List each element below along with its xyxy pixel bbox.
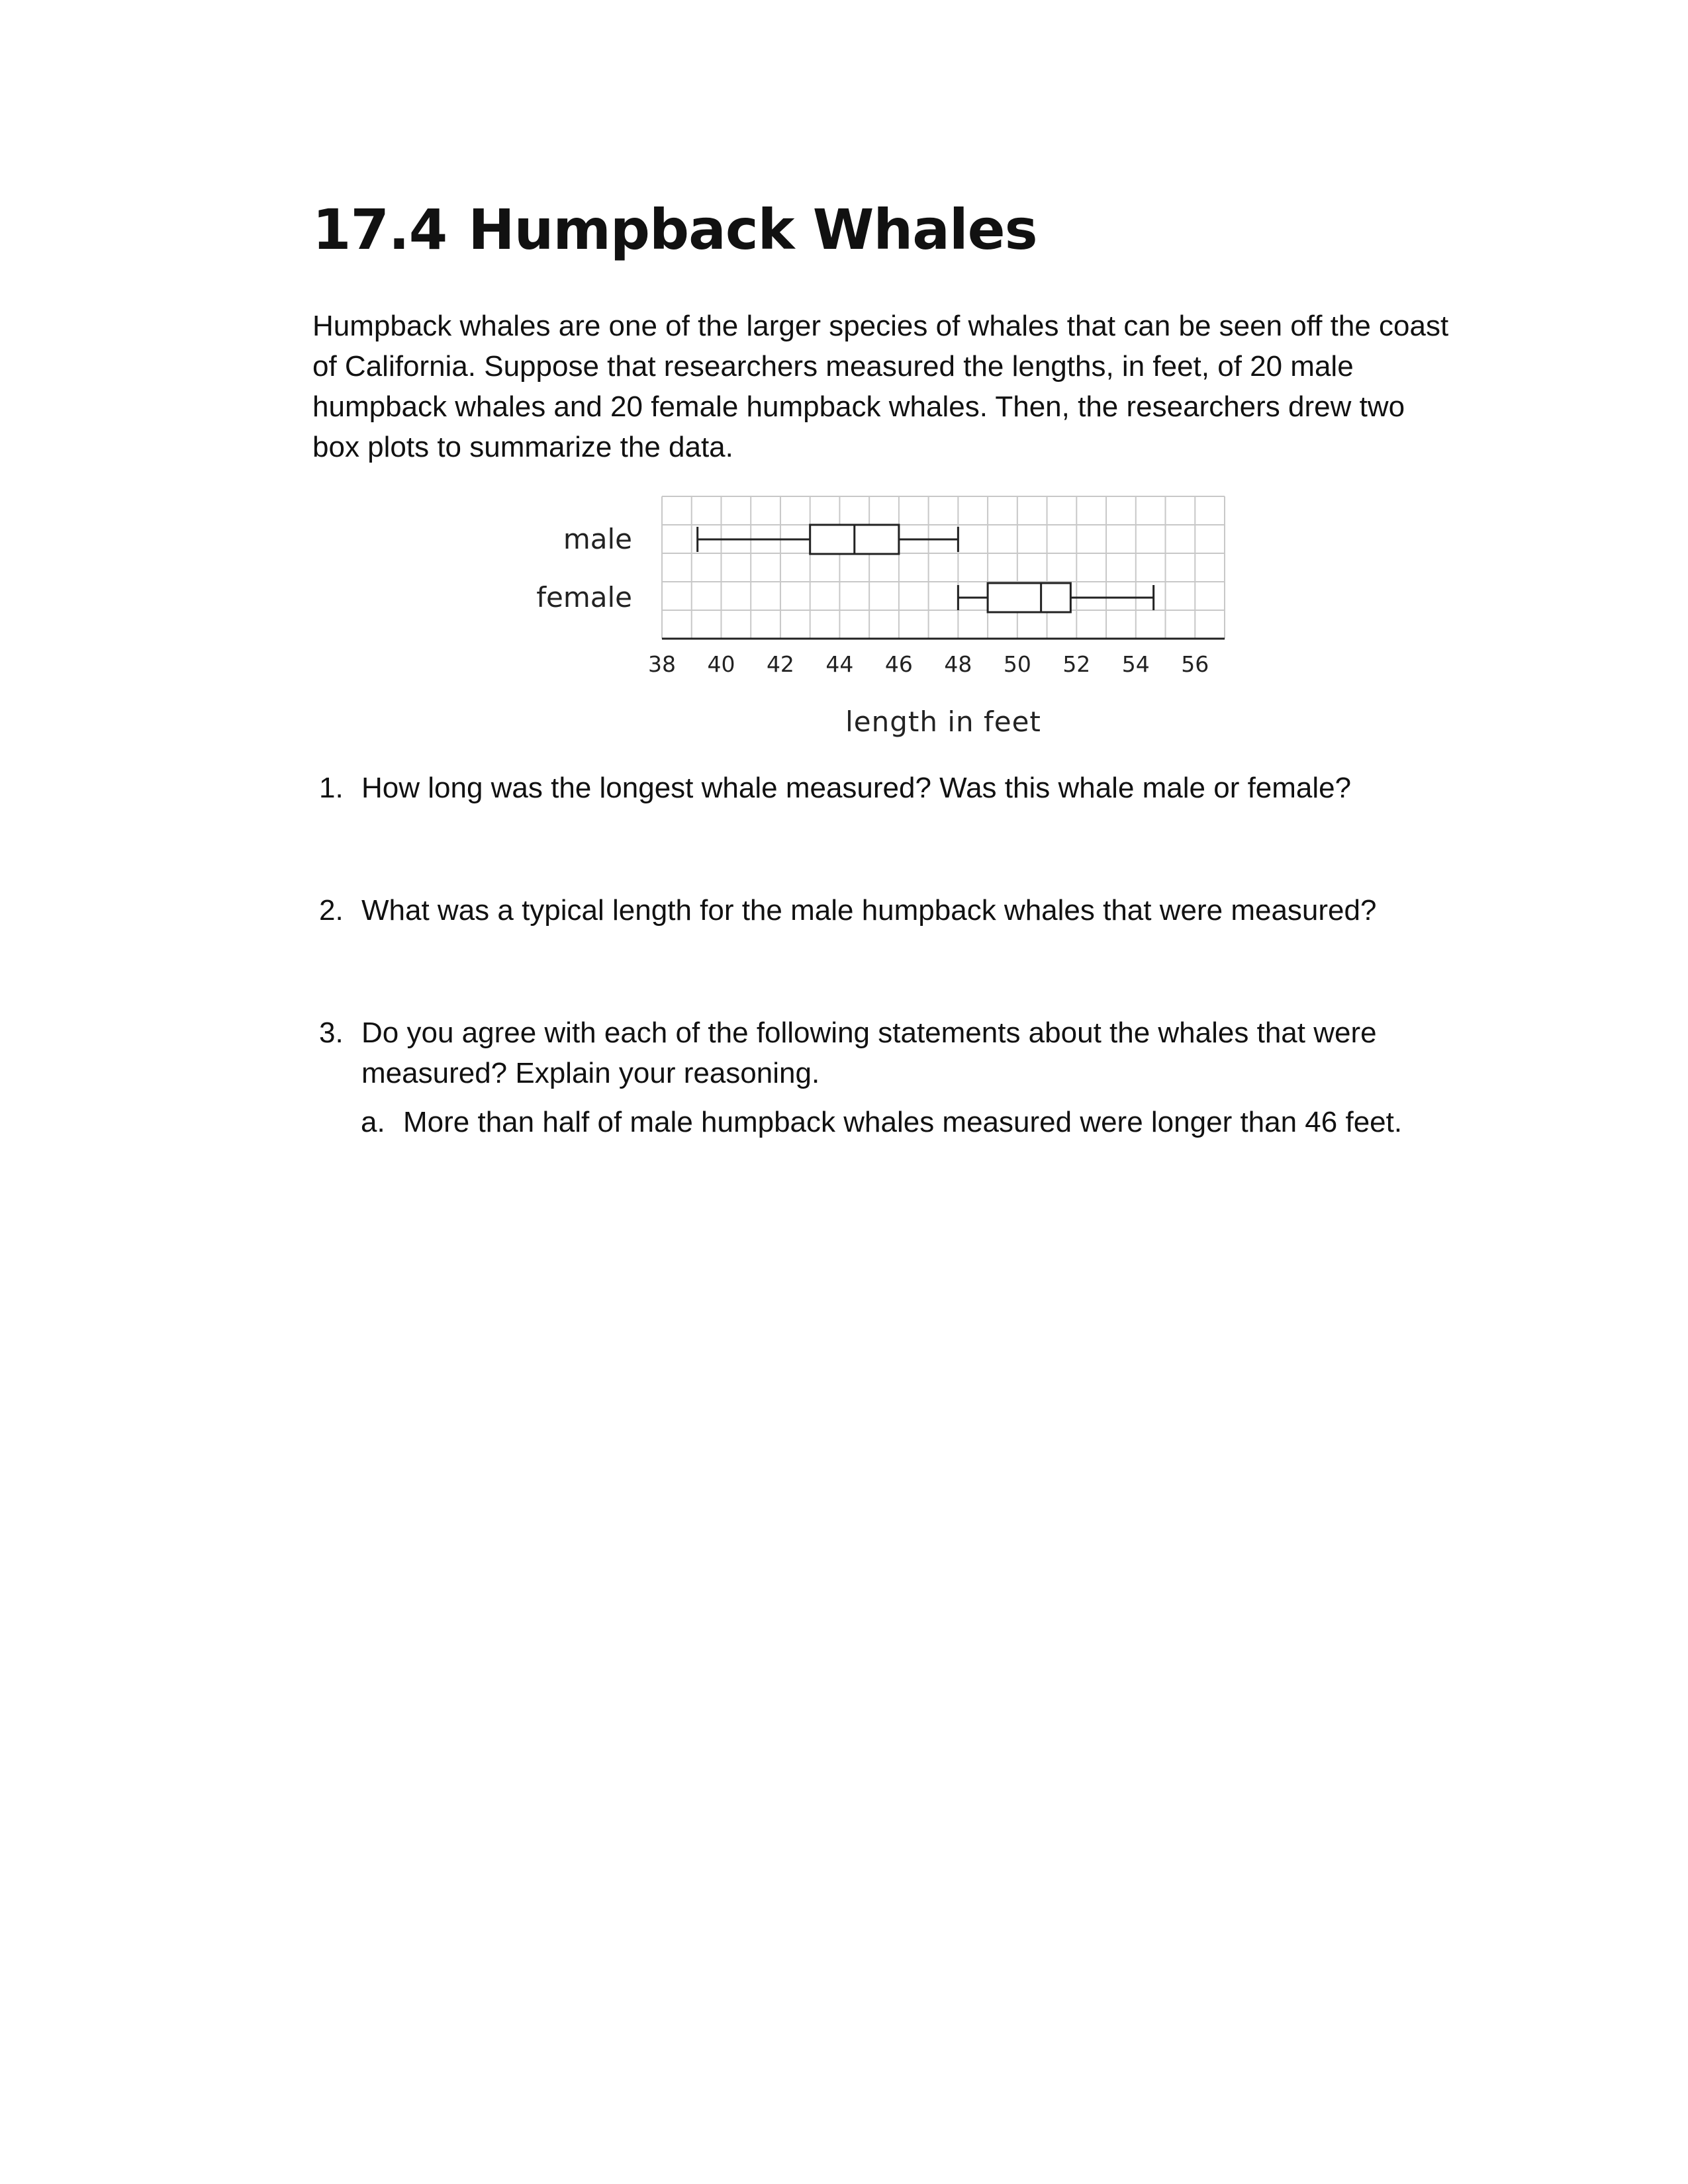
question-2-text: What was a typical length for the male humpback whales that were measured? (361, 894, 1377, 927)
x-tick-label: 50 (1003, 651, 1031, 677)
x-tick-label: 46 (884, 651, 913, 677)
question-3a-text: More than half of male humpback whales measured were longer than 46 feet. (403, 1106, 1403, 1138)
x-tick-label: 56 (1181, 651, 1209, 677)
x-tick-label: 40 (707, 651, 735, 677)
question-3a (361, 1102, 1420, 1142)
question-3-text: Do you agree with each of the following statements about the whales that were measured? Explain your reasoning. (361, 1017, 1377, 1089)
question-3 (319, 1013, 1405, 1093)
x-axis-label: length in feet (845, 705, 1041, 738)
lesson-heading (312, 193, 1037, 266)
lesson-title: Humpback Whales (468, 197, 1037, 262)
question-2 (319, 890, 1405, 931)
female-box (988, 583, 1070, 612)
x-tick-label: 48 (944, 651, 972, 677)
question-3-number: 3. (319, 1017, 344, 1049)
x-tick-label: 54 (1121, 651, 1150, 677)
question-2-number: 2. (319, 894, 344, 927)
x-tick-label: 44 (825, 651, 854, 677)
series-label-male: male (563, 523, 632, 555)
x-tick-label: 38 (648, 651, 676, 677)
question-1-number: 1. (319, 772, 344, 804)
question-1-text: How long was the longest whale measured? Was this whale male or female? (361, 772, 1352, 804)
question-1 (319, 768, 1405, 808)
series-label-female: female (536, 581, 632, 614)
box-plot-chart (503, 477, 1258, 741)
lesson-number: 17.4 (312, 197, 447, 262)
x-tick-label: 52 (1062, 651, 1091, 677)
intro-paragraph: Humpback whales are one of the larger species of whales that can be seen off the coast of California. Suppose that researchers measured the lengths, in feet, of 20 male humpback whales and 20 female humpback whales. Then, the researchers drew two box plots to summarize the data. (312, 310, 1449, 463)
box-plot-figure (503, 477, 1258, 741)
question-3a-letter: a. (361, 1106, 385, 1138)
x-tick-label: 42 (766, 651, 794, 677)
